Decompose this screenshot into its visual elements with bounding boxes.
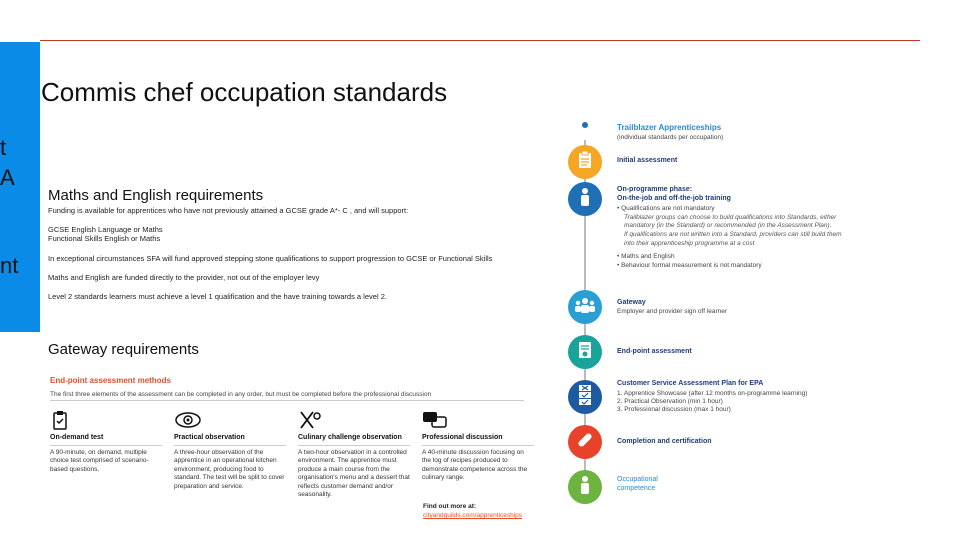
clipboard-icon [577,151,593,173]
find-out-label: Find out more at: [423,503,477,510]
epa-divider [50,400,524,401]
epa-column-culinary [298,410,410,499]
step-list-item: 1. Apprentice Showcase (after 12 months on-programme learning) [617,390,808,397]
step-list-item: 3. Professional discussion (max 1 hour) [617,406,731,413]
timeline-header-title: Trailblazer Apprenticeships [617,123,722,132]
eye-icon [174,410,286,430]
clipboard-check-icon [50,410,162,430]
epa-subtitle: The first three elements of the assessment can be completed in any order, but must be completed before the professional discussion [50,391,432,398]
maths-line-4: In exceptional circumstances SFA will fund approved stepping stone qualifications to support progression to GCSE or Functional Skills [48,254,493,263]
group-icon [574,297,596,317]
person-icon [577,187,593,211]
step-italic-2: mandatory (in the Standard) or recommended (in the Assessment Plan). [624,222,832,229]
timeline-header-sub: (individual standards per occupation) [617,134,724,141]
cut-off-text-2: A [0,165,15,190]
utensils-icon [298,410,410,430]
maths-line-2: GCSE English Language or Maths [48,225,163,234]
checklist-icon [578,384,592,410]
cut-off-text-3: nt [0,253,19,278]
step-bullet: • Maths and English [617,253,675,260]
maths-line-5: Maths and English are funded directly to the provider, not out of the employer levy [48,273,320,282]
person-icon [577,475,593,499]
bandage-icon [574,429,596,455]
step-title: Occupational [617,476,658,483]
step-title: Completion and certification [617,438,712,445]
step-end-point-assessment [568,335,602,369]
epa-column-practical [174,410,286,491]
find-out-link[interactable]: cityandguilds.com/apprenticeships [423,512,522,519]
maths-heading: Maths and English requirements [48,187,264,204]
step-completion [568,425,602,459]
step-bullet: • Qualifications are not mandatory [617,205,715,212]
step-title: On-programme phase: [617,186,693,193]
maths-line-6: Level 2 standards learners must achieve a level 1 qualification and the have training towards a level 2. [48,292,387,301]
step-list-item: 2. Practical Observation (min 1 hour) [617,398,723,405]
step-title: Gateway [617,299,646,306]
epa-column-text: A three-hour observation of the apprentice in an operational kitchen environment, producing food to standard. The test will be split to cover preparation and service. [174,449,285,490]
epa-column-title: Culinary challenge observation [298,434,410,446]
step-bullet: • Behaviour formal measurement is not mandatory [617,262,762,269]
epa-column-text: A two-hour observation in a controlled environment. The apprentice must produce a main course from the organisation's menu and a dessert that reflects customer demand and/or seasonality. [298,449,410,499]
maths-line-3: Functional Skills English or Maths [48,234,161,243]
title-rule [40,40,920,41]
step-initial-assessment [568,145,602,179]
epa-column-title: On-demand test [50,434,162,446]
slide-title: Commis chef occupation standards [41,77,448,107]
epa-column-title: Practical observation [174,434,286,446]
step-assessment-plan [568,380,602,414]
timeline-start-dot [582,122,588,128]
step-on-programme [568,182,602,216]
step-italic-3: If qualifications are not written into a Standard, providers can still build them [624,231,842,238]
step-italic-1: Trailblazer groups can choose to build qualifications into Standards, either [624,214,837,221]
epa-column-text: A 90-minute, on demand, multiple choice test comprised of scenario-based questions. [50,449,149,473]
step-title-2: competence [617,485,656,492]
certificate-icon [577,341,593,363]
step-title: Initial assessment [617,157,678,164]
step-gateway [568,290,602,324]
epa-column-title: Professional discussion [422,434,534,446]
epa-column-discussion [422,410,534,483]
epa-column-on-demand [50,410,162,474]
maths-line-1: Funding is available for apprentices who have not previously attained a GCSE grade A*- C , and will support: [48,206,409,215]
step-italic-4: into their apprenticeship programme at a cost [624,240,755,247]
step-occupational-competence [568,470,602,504]
epa-column-text: A 40-minute discussion focusing on the log of recipes produced to demonstrate competence across the culinary range. [422,449,528,482]
step-title-2: On-the-job and off-the-job training [617,195,731,202]
step-title: Customer Service Assessment Plan for EPA [617,380,764,387]
gateway-heading: Gateway requirements [48,341,199,358]
step-title: End-point assessment [617,348,692,355]
epa-title: End-point assessment methods [50,376,171,385]
cut-off-text-1: t [0,135,7,160]
discussion-icon [422,410,534,430]
step-text: Employer and provider sign off learner [617,308,728,315]
